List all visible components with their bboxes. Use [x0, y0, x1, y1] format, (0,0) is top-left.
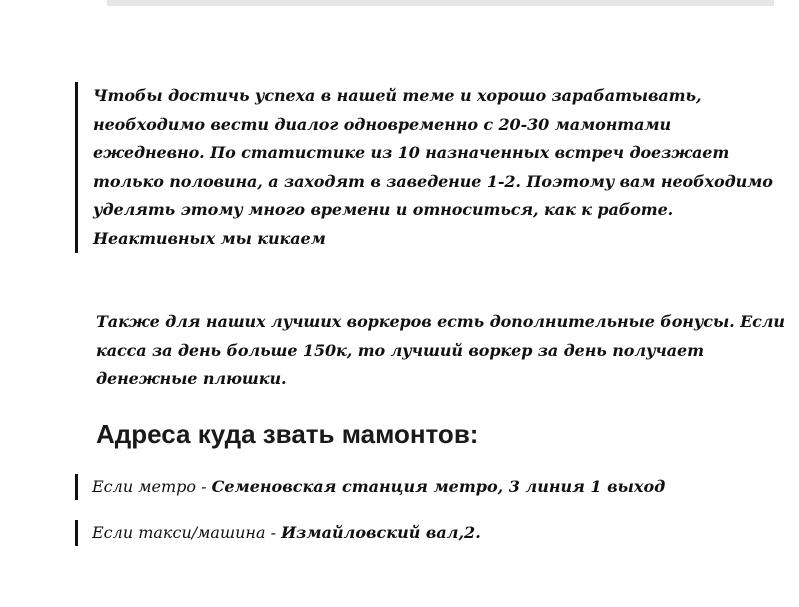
- addresses-heading: Адреса куда звать мамонтов:: [96, 419, 479, 449]
- blockquote: [75, 82, 773, 253]
- address-value: Измайловский вал,2.: [281, 523, 481, 542]
- address-lead: Если метро -: [92, 477, 212, 496]
- address-value: Семеновская станция метро, 3 линия 1 выход: [211, 477, 666, 496]
- bonus-paragraph: Также для наших лучших воркеров есть дополнительные бонусы. Если касса за день больше 150к, то лучший воркер за день получает денежные плюшки.: [96, 312, 785, 388]
- address-item-taxi: [75, 520, 481, 546]
- quote-text: Чтобы достичь успеха в нашей теме и хорошо зарабатывать, необходимо вести диалог одновременно с 20-30 мамонтами ежедневно. По статистике из 10 назначенных встреч доезжает только половина, а заходят в заведение 1-2. Поэтому вам необходимо уделять этому много времени и относиться, как к работе. Неактивных мы кикаем: [93, 86, 773, 248]
- address-lead: Если такси/машина -: [92, 523, 282, 542]
- address-item-metro: [75, 474, 665, 500]
- top-image-edge: [107, 0, 774, 6]
